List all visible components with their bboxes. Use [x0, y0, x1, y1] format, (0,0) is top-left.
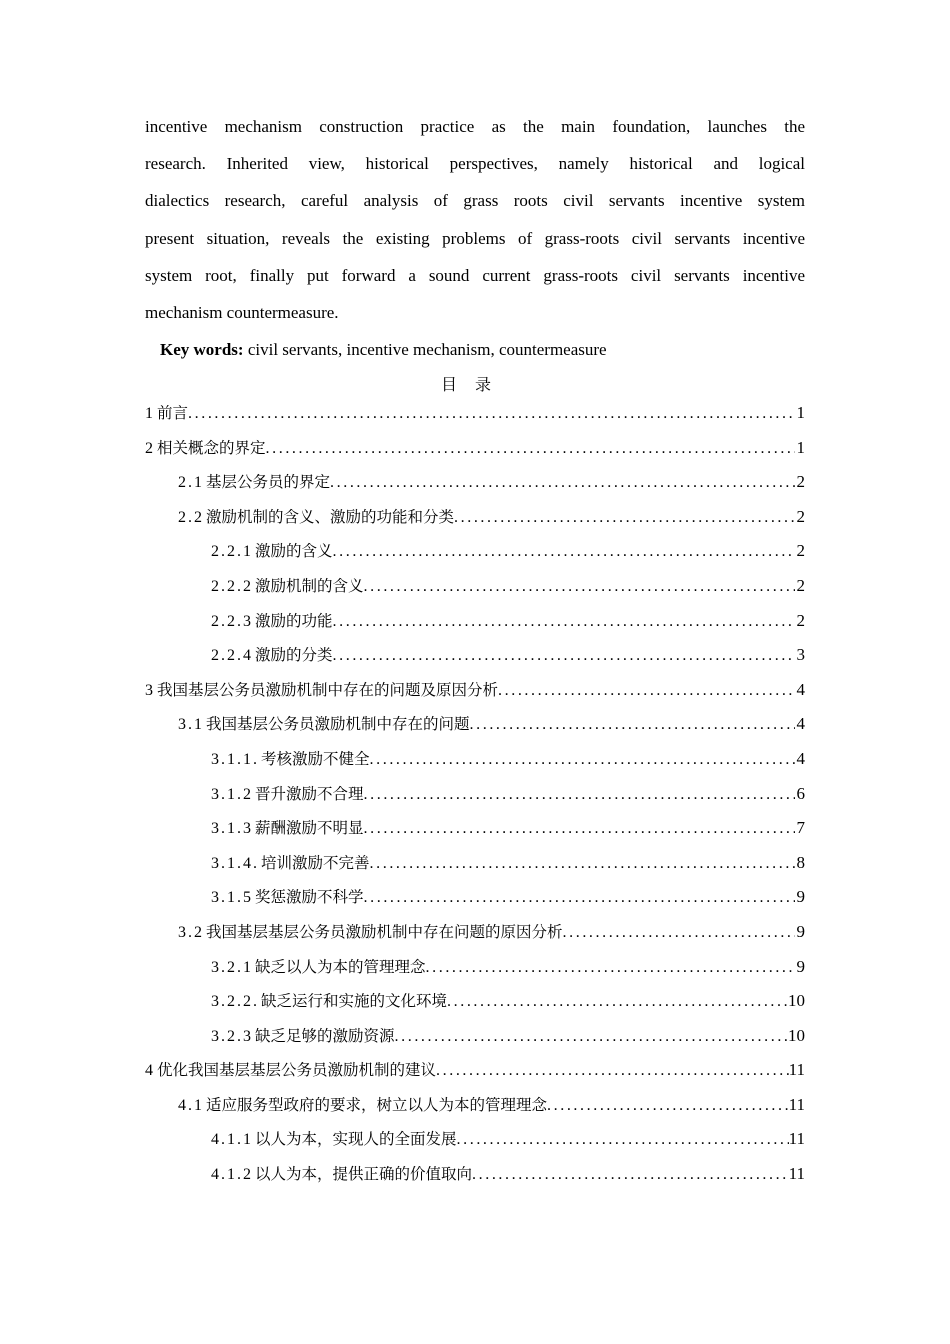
toc-entry[interactable] [145, 604, 805, 639]
abstract-line: incentive mechanism construction practice as the main foundation, launches the [145, 117, 805, 136]
toc-entry-number: 2.2.1 [211, 543, 253, 561]
toc-entry[interactable] [145, 638, 805, 673]
toc-page-number: 4 [796, 714, 805, 734]
toc-dot-leader [364, 778, 795, 812]
toc-entry-title: 激励的分类 [255, 646, 333, 665]
toc-page-number: 2 [796, 541, 805, 561]
abstract-paragraph [145, 108, 805, 331]
toc-page-number: 2 [796, 610, 805, 630]
toc-entry[interactable] [145, 396, 805, 431]
toc-entry-number: 2.2.4 [211, 647, 253, 665]
toc-dot-leader [364, 812, 795, 846]
toc-title: 目录 [440, 375, 509, 394]
toc-page-number: 11 [788, 1094, 805, 1114]
toc-entry[interactable] [145, 500, 805, 535]
toc-dot-leader [370, 847, 795, 881]
toc-page-number: 11 [788, 1060, 805, 1080]
toc-entry-number: 4.1 [178, 1096, 204, 1114]
toc-page-number: 6 [796, 783, 805, 803]
toc-entry[interactable] [145, 742, 805, 777]
toc-entry-number: 3.1.5 [211, 889, 253, 907]
abstract-line: system root, finally put forward a sound current grass-roots civil servants incentive [145, 265, 805, 285]
toc-entry-title: 激励机制的含义 [255, 576, 364, 595]
toc-entry-number: 4.1.1 [211, 1131, 253, 1149]
toc-page-number: 10 [788, 1025, 805, 1045]
toc-entry-number: 3.2.2. [211, 993, 259, 1011]
toc-entry[interactable] [145, 1157, 805, 1192]
toc-page-number: 10 [788, 991, 805, 1011]
toc-entry-title: 以人为本，实现人的全面发展 [255, 1130, 457, 1149]
toc-entry-number: 2 [145, 439, 155, 457]
toc-dot-leader [436, 1054, 789, 1088]
toc-entry-title: 基层公务员的界定 [206, 473, 331, 492]
toc-entry-title: 适应服务型政府的要求，树立以人为本的管理理念 [206, 1095, 548, 1114]
toc-page-number: 4 [796, 679, 805, 699]
toc-entry[interactable] [145, 1122, 805, 1157]
toc-entry-number: 2.2 [178, 508, 204, 526]
toc-page-number: 1 [796, 403, 805, 422]
toc-entry-number: 3.1.2 [211, 785, 253, 803]
toc-entry[interactable] [145, 984, 805, 1019]
toc-entry-number: 2.2.2 [211, 577, 253, 595]
table-of-contents [145, 396, 805, 1192]
toc-entry-title: 以人为本，提供正确的价值取向 [255, 1165, 473, 1184]
keywords-text: civil servants, incentive mechanism, countermeasure [243, 340, 607, 359]
toc-entry-title: 考核激励不健全 [261, 749, 370, 768]
toc-dot-leader [498, 674, 795, 708]
toc-entry[interactable] [145, 777, 805, 812]
toc-dot-leader [364, 881, 795, 915]
toc-entry-title: 缺乏以人为本的管理理念 [255, 957, 426, 976]
toc-entry[interactable] [145, 569, 805, 604]
toc-entry-title: 培训激励不完善 [261, 853, 370, 872]
toc-dot-leader [472, 1158, 789, 1192]
toc-entry-number: 1 [145, 405, 155, 422]
toc-entry-number: 4 [145, 1062, 155, 1080]
toc-dot-leader [333, 639, 795, 673]
toc-entry[interactable] [145, 950, 805, 985]
toc-dot-leader [447, 985, 788, 1019]
toc-entry[interactable] [145, 915, 805, 950]
toc-entry[interactable] [145, 1053, 805, 1088]
toc-dot-leader [457, 1123, 789, 1157]
keywords-label: Key words: [160, 340, 244, 359]
toc-entry[interactable] [145, 707, 805, 742]
toc-entry-title: 缺乏足够的激励资源 [255, 1026, 395, 1045]
toc-entry-number: 2.2.3 [211, 612, 253, 630]
toc-page-number: 11 [788, 1164, 805, 1184]
toc-entry-title: 我国基层公务员激励机制中存在的问题 [206, 715, 470, 734]
toc-page-number: 2 [796, 472, 805, 492]
toc-dot-leader [547, 1089, 789, 1123]
toc-entry-number: 3.1.3 [211, 820, 253, 838]
toc-entry-number: 4.1.2 [211, 1166, 253, 1184]
toc-page-number: 3 [796, 645, 805, 665]
toc-entry-title: 前言 [157, 404, 189, 422]
abstract-line: dialectics research, careful analysis of grass roots civil servants incentive system [145, 191, 805, 211]
toc-entry[interactable] [145, 465, 805, 500]
toc-entry[interactable] [145, 534, 805, 569]
toc-entry[interactable] [145, 1019, 805, 1054]
toc-entry[interactable] [145, 431, 805, 466]
toc-entry-title: 奖惩激励不科学 [255, 888, 364, 907]
toc-entry-title: 激励的含义 [255, 542, 333, 561]
toc-page-number: 8 [796, 852, 805, 872]
toc-page-number: 2 [796, 506, 805, 526]
toc-page-number: 4 [796, 748, 805, 768]
toc-dot-leader [188, 397, 795, 431]
toc-page-number: 11 [788, 1129, 805, 1149]
keywords-line [160, 336, 805, 364]
toc-entry-number: 3.1.1. [211, 750, 259, 768]
toc-entry-number: 3 [145, 681, 155, 699]
toc-dot-leader [563, 916, 795, 950]
toc-entry-title: 相关概念的界定 [157, 438, 266, 457]
toc-entry-title: 激励机制的含义、激励的功能和分类 [206, 507, 455, 526]
toc-entry[interactable] [145, 846, 805, 881]
toc-entry-number: 3.1.4. [211, 854, 259, 872]
toc-dot-leader [364, 570, 795, 604]
toc-entry-number: 3.2 [178, 923, 204, 941]
toc-dot-leader [330, 466, 795, 500]
toc-entry-title: 我国基层基层公务员激励机制中存在问题的原因分析 [206, 922, 563, 941]
abstract-line: mechanism countermeasure. [145, 302, 339, 322]
toc-entry-number: 3.2.1 [211, 958, 253, 976]
toc-dot-leader [426, 951, 795, 985]
toc-dot-leader [470, 708, 795, 742]
toc-dot-leader [266, 432, 795, 466]
toc-entry-number: 3.2.3 [211, 1027, 253, 1045]
toc-dot-leader [395, 1020, 788, 1054]
toc-dot-leader [454, 501, 795, 535]
toc-entry-title: 优化我国基层基层公务员激励机制的建议 [157, 1061, 437, 1080]
toc-dot-leader [370, 743, 795, 777]
toc-entry-title: 缺乏运行和实施的文化环境 [261, 992, 448, 1011]
toc-page-number: 7 [796, 818, 805, 838]
toc-page-number: 9 [796, 921, 805, 941]
toc-entry-title: 晋升激励不合理 [255, 784, 364, 803]
toc-entry[interactable] [145, 811, 805, 846]
toc-entry-title: 薪酬激励不明显 [255, 819, 364, 838]
toc-dot-leader [333, 605, 795, 639]
toc-page-number: 2 [796, 575, 805, 595]
toc-entry[interactable] [145, 673, 805, 708]
toc-entry-title: 我国基层公务员激励机制中存在的问题及原因分析 [157, 680, 499, 699]
toc-entry-number: 3.1 [178, 716, 204, 734]
toc-dot-leader [333, 535, 795, 569]
toc-entry-number: 2.1 [178, 474, 204, 492]
toc-page-number: 9 [796, 887, 805, 907]
toc-entry[interactable] [145, 880, 805, 915]
toc-entry[interactable] [145, 1088, 805, 1123]
toc-page-number: 1 [796, 437, 805, 457]
toc-entry-title: 激励的功能 [255, 611, 333, 630]
toc-page-number: 9 [796, 956, 805, 976]
abstract-line: present situation, reveals the existing problems of grass-roots civil servants incentive [145, 228, 805, 248]
abstract-line: research. Inherited view, historical perspectives, namely historical and logical [145, 154, 805, 174]
